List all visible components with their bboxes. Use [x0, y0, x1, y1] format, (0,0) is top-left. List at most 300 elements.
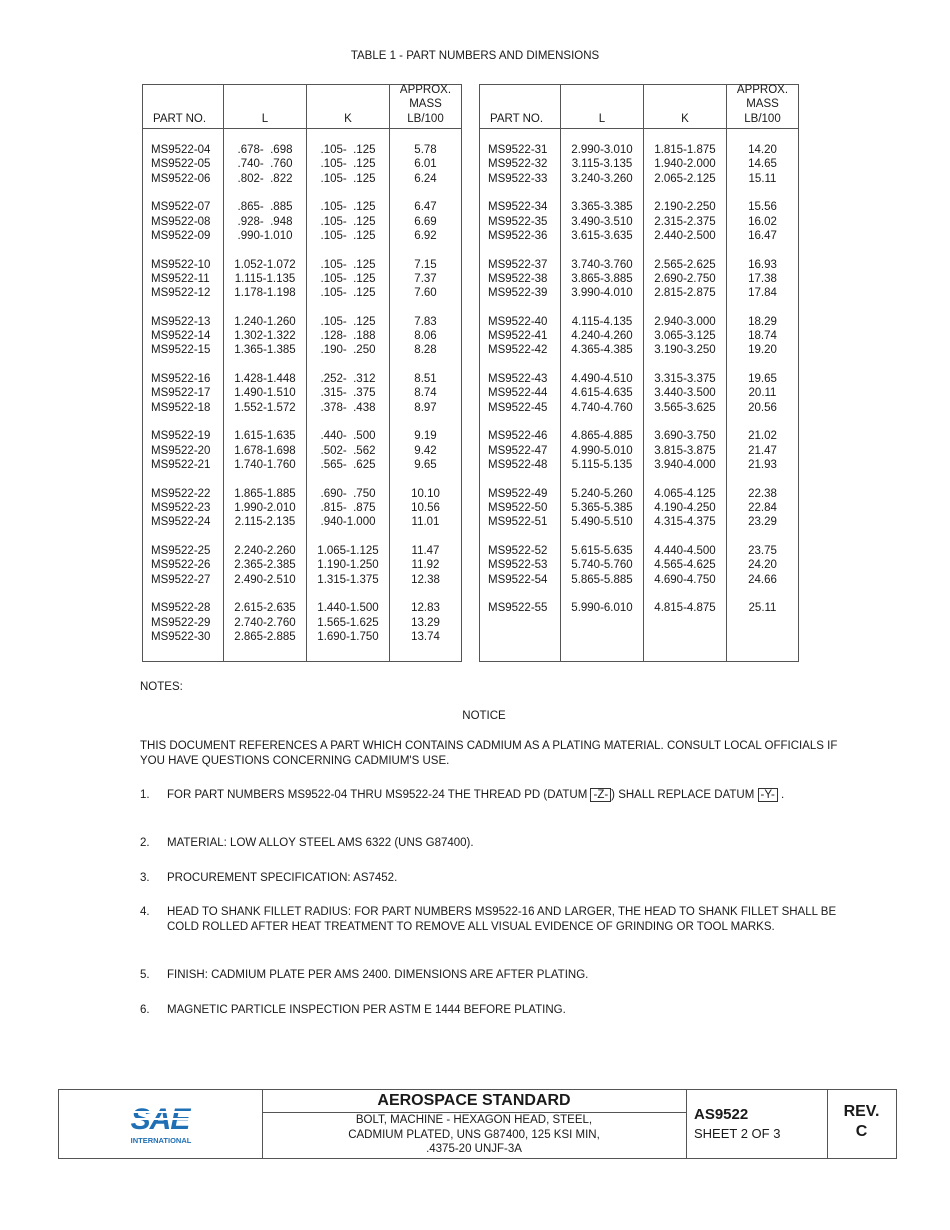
k-dimension-cell: 1.940-2.000 — [654, 158, 716, 171]
part-number-cell: MS9522-45 — [488, 401, 548, 414]
part-number-cell: MS9522-22 — [151, 487, 211, 500]
mass-cell: 21.47 — [748, 444, 777, 457]
row-group — [644, 429, 726, 472]
part-number-cell: MS9522-15 — [151, 344, 211, 357]
l-dimension-cell: 2.490-2.510 — [234, 573, 296, 586]
part-number-cell: MS9522-18 — [151, 401, 211, 414]
mass-header-line1: APPROX. — [736, 83, 789, 96]
k-dimension-cell: .105- .125 — [320, 158, 376, 171]
mass-cell: 14.65 — [748, 158, 777, 171]
sheet-number: SHEET 2 OF 3 — [694, 1126, 781, 1141]
mass-cell: 8.97 — [414, 401, 437, 414]
description-line: BOLT, MACHINE - HEXAGON HEAD, STEEL, — [355, 1114, 593, 1126]
note-text: MATERIAL: LOW ALLOY STEEL AMS 6322 (UNS G87400). — [167, 837, 474, 849]
note-number: 3. — [140, 872, 150, 884]
row-group — [727, 487, 798, 530]
l-dimension-cell: 5.865-5.885 — [571, 573, 633, 586]
row-group — [727, 315, 798, 358]
row-group — [390, 143, 461, 186]
row-group — [390, 372, 461, 415]
row-group — [307, 372, 389, 415]
mass-cell: 21.93 — [748, 459, 777, 471]
l-dimension-cell: 3.615-3.635 — [571, 229, 633, 242]
part-no-column — [143, 85, 224, 661]
k-dimension-cell: 2.815-2.875 — [654, 287, 716, 300]
k-dimension-cell: .105- .125 — [320, 144, 376, 156]
k-dimension-cell: 1.815-1.875 — [654, 144, 716, 156]
k-dimension-cell: 1.690-1.750 — [317, 630, 379, 643]
row-group — [307, 429, 389, 472]
l-dimension-cell: 3.490-3.510 — [571, 215, 633, 228]
mass-header-line2: MASS — [409, 98, 442, 110]
k-dimension-cell: 1.065-1.125 — [317, 544, 379, 557]
row-group — [307, 544, 389, 587]
row-group — [307, 315, 389, 358]
l-dimension-cell: 2.990-3.010 — [571, 144, 633, 156]
k-dimension-cell: .565- .625 — [320, 459, 376, 471]
part-number-cell: MS9522-29 — [151, 616, 211, 629]
sae-logo-icon — [59, 1090, 262, 1158]
row-group — [561, 200, 643, 243]
part-number-cell: MS9522-44 — [488, 387, 548, 400]
note-number: 5. — [140, 969, 150, 981]
part-number-cell: MS9522-17 — [151, 387, 211, 400]
row-group — [307, 143, 389, 186]
mass-cell: 23.29 — [748, 516, 777, 529]
description-line: .4375-20 UNJF-3A — [426, 1143, 522, 1155]
row-group — [480, 200, 560, 243]
title-block — [58, 1089, 897, 1159]
part-no-header: PART NO. — [490, 112, 544, 125]
k-dimension-cell: 3.440-3.500 — [654, 387, 716, 400]
part-number-cell: MS9522-16 — [151, 373, 211, 386]
row-group — [390, 487, 461, 530]
row-group — [143, 372, 223, 415]
part-number-cell: MS9522-24 — [151, 516, 211, 529]
standard-title: AEROSPACE STANDARD — [262, 1090, 686, 1113]
l-dimension-cell: 2.365-2.385 — [234, 559, 296, 572]
mass-cell: 22.84 — [748, 501, 777, 514]
mass-cell: 15.56 — [748, 201, 777, 214]
sae-logo — [59, 1090, 263, 1158]
part-no-column — [480, 85, 561, 661]
notice-text: THIS DOCUMENT REFERENCES A PART WHICH CONTAINS CADMIUM AS A PLATING MATERIAL. CONSULT LOCAL OFFICIALS IF YOU HAVE QUESTIONS CONCERNING CADMIUM'S USE. — [140, 740, 838, 767]
k-header: K — [681, 112, 689, 125]
part-number-cell: MS9522-23 — [151, 501, 211, 514]
part-number-cell: MS9522-13 — [151, 315, 211, 328]
l-dimension-cell: 3.240-3.260 — [571, 172, 633, 185]
l-dimension-cell: 1.552-1.572 — [234, 401, 296, 414]
row-group — [644, 258, 726, 301]
part-number-cell: MS9522-05 — [151, 158, 211, 171]
table-title: TABLE 1 - PART NUMBERS AND DIMENSIONS — [350, 50, 600, 62]
k-dimension-cell: .440- .500 — [320, 430, 376, 443]
logo-subtitle: INTERNATIONAL — [130, 1136, 192, 1145]
l-dimension-cell: 2.115-2.135 — [234, 516, 296, 529]
row-group — [727, 601, 798, 615]
mass-cell: 7.15 — [414, 258, 437, 271]
l-dimension-cell: 4.365-4.385 — [571, 344, 633, 357]
mass-cell: 9.42 — [414, 444, 437, 457]
row-group — [224, 143, 306, 186]
l-dimension-cell: 5.365-5.385 — [571, 501, 633, 514]
l-dimension-cell: 3.865-3.885 — [571, 272, 633, 285]
mass-cell: 20.56 — [748, 401, 777, 414]
part-number-cell: MS9522-09 — [151, 229, 211, 242]
k-dimension-cell: 4.065-4.125 — [654, 487, 716, 500]
l-dimension-cell: 3.740-3.760 — [571, 258, 633, 271]
datum-y-box: -Y- — [758, 788, 778, 802]
row-group — [644, 200, 726, 243]
l-dimension-cell: 1.115-1.135 — [234, 272, 296, 285]
part-number-cell: MS9522-54 — [488, 573, 548, 586]
note-text: FINISH: CADMIUM PLATE PER AMS 2400. DIMENSIONS ARE AFTER PLATING. — [167, 969, 589, 981]
part-number-cell: MS9522-25 — [151, 544, 211, 557]
row-group — [480, 544, 560, 587]
part-number-cell: MS9522-28 — [151, 602, 211, 615]
parts-table-left — [142, 84, 462, 662]
part-number-cell: MS9522-37 — [488, 258, 548, 271]
mass-cell: 20.11 — [748, 387, 777, 400]
mass-cell: 25.11 — [748, 602, 777, 615]
row-group — [307, 601, 389, 644]
row-group — [727, 258, 798, 301]
row-group — [390, 258, 461, 301]
l-dimension-cell: .802- .822 — [237, 172, 293, 185]
k-header: K — [344, 112, 352, 125]
mass-cell: 14.20 — [748, 144, 777, 156]
k-dimension-cell: 4.440-4.500 — [654, 544, 716, 557]
part-number-cell: MS9522-07 — [151, 201, 211, 214]
l-header: L — [598, 112, 606, 125]
k-dimension-cell: 3.690-3.750 — [654, 430, 716, 443]
part-number-cell: MS9522-38 — [488, 272, 548, 285]
part-number-cell: MS9522-06 — [151, 172, 211, 185]
mass-cell: 6.01 — [414, 158, 437, 171]
k-dimension-cell: 3.190-3.250 — [654, 344, 716, 357]
row-group — [143, 258, 223, 301]
l-dimension-cell: .928- .948 — [237, 215, 293, 228]
part-number-cell: MS9522-21 — [151, 459, 211, 471]
k-dimension-cell: 3.565-3.625 — [654, 401, 716, 414]
note-text: ) SHALL REPLACE DATUM — [611, 789, 758, 801]
k-dimension-cell: .252- .312 — [320, 373, 376, 386]
l-dimension-cell: 4.240-4.260 — [571, 330, 633, 343]
part-number-cell: MS9522-30 — [151, 630, 211, 643]
row-group — [143, 601, 223, 644]
mass-cell: 6.24 — [414, 172, 437, 185]
mass-cell: 24.20 — [748, 559, 777, 572]
part-number-cell: MS9522-51 — [488, 516, 548, 529]
part-number-cell: MS9522-31 — [488, 144, 548, 156]
mass-cell: 19.20 — [748, 344, 777, 357]
l-dimension-cell: 1.052-1.072 — [234, 258, 296, 271]
mass-header-line1: APPROX. — [399, 83, 452, 96]
note-number: 6. — [140, 1004, 150, 1016]
row-group — [644, 487, 726, 530]
row-group — [224, 429, 306, 472]
mass-cell: 11.01 — [411, 516, 440, 529]
mass-cell: 8.28 — [414, 344, 437, 357]
row-group — [644, 601, 726, 615]
k-dimension-cell: 1.315-1.375 — [317, 573, 379, 586]
row-group — [644, 143, 726, 186]
row-group — [480, 258, 560, 301]
row-group — [143, 200, 223, 243]
l-column — [561, 85, 644, 661]
note-text: HEAD TO SHANK FILLET RADIUS: FOR PART NUMBERS MS9522-16 AND LARGER, THE HEAD TO SHANK FILLET SHALL BE COLD ROLLED AFTER HEAT TREATMENT TO REMOVE ALL VISUAL EVIDENCE OF GRINDING OR TOOL MARKS. — [167, 906, 837, 933]
note-number: 2. — [140, 837, 150, 849]
mass-cell: 13.29 — [411, 616, 440, 629]
row-group — [644, 544, 726, 587]
part-number-cell: MS9522-53 — [488, 559, 548, 572]
k-dimension-cell: 4.690-4.750 — [654, 573, 716, 586]
mass-cell: 13.74 — [411, 630, 440, 643]
k-dimension-cell: .105- .125 — [320, 287, 376, 300]
k-dimension-cell: 1.440-1.500 — [317, 602, 379, 615]
k-dimension-cell: .105- .125 — [320, 258, 376, 271]
mass-cell: 9.65 — [414, 459, 437, 471]
l-dimension-cell: 3.115-3.135 — [571, 158, 633, 171]
l-dimension-cell: 4.490-4.510 — [571, 373, 633, 386]
k-dimension-cell: 2.940-3.000 — [654, 315, 716, 328]
row-group — [727, 429, 798, 472]
row-group — [224, 487, 306, 530]
revision-value: C — [855, 1123, 868, 1140]
row-group — [224, 601, 306, 644]
l-dimension-cell: 1.428-1.448 — [234, 373, 296, 386]
mass-cell: 16.93 — [748, 258, 777, 271]
k-dimension-cell: .105- .125 — [320, 215, 376, 228]
part-number-cell: MS9522-46 — [488, 430, 548, 443]
note-text: MAGNETIC PARTICLE INSPECTION PER ASTM E 1444 BEFORE PLATING. — [167, 1004, 566, 1016]
mass-cell: 22.38 — [748, 487, 777, 500]
row-group — [143, 143, 223, 186]
k-dimension-cell: 2.440-2.500 — [654, 229, 716, 242]
row-group — [143, 429, 223, 472]
part-number-cell: MS9522-43 — [488, 373, 548, 386]
l-dimension-cell: .990-1.010 — [237, 229, 293, 242]
l-dimension-cell: 2.240-2.260 — [234, 544, 296, 557]
l-dimension-cell: 1.990-2.010 — [234, 501, 296, 514]
note-text: PROCUREMENT SPECIFICATION: AS7452. — [167, 872, 398, 884]
part-number-cell: MS9522-33 — [488, 172, 548, 185]
row-group — [390, 429, 461, 472]
row-group — [307, 258, 389, 301]
l-dimension-cell: 4.115-4.135 — [571, 315, 633, 328]
part-no-header: PART NO. — [153, 112, 207, 125]
mass-cell: 12.83 — [411, 602, 440, 615]
logo-wordmark: SAE — [130, 1103, 190, 1136]
mass-cell: 16.02 — [748, 215, 777, 228]
k-dimension-cell: .105- .125 — [320, 229, 376, 242]
l-dimension-cell: .865- .885 — [237, 201, 293, 214]
part-number-cell: MS9522-27 — [151, 573, 211, 586]
k-dimension-cell: 3.065-3.125 — [654, 330, 716, 343]
l-dimension-cell: 3.365-3.385 — [571, 201, 633, 214]
k-dimension-cell: .105- .125 — [320, 172, 376, 185]
part-number-cell: MS9522-42 — [488, 344, 548, 357]
row-group — [143, 315, 223, 358]
mass-cell: 8.06 — [414, 330, 437, 343]
mass-cell: 8.74 — [414, 387, 437, 400]
k-dimension-cell: .105- .125 — [320, 201, 376, 214]
k-dimension-cell: .315- .375 — [320, 387, 376, 400]
mass-cell: 11.47 — [411, 544, 440, 557]
mass-cell: 23.75 — [748, 544, 777, 557]
part-number-cell: MS9522-41 — [488, 330, 548, 343]
part-number-cell: MS9522-36 — [488, 229, 548, 242]
l-dimension-cell: 1.240-1.260 — [234, 315, 296, 328]
k-column — [644, 85, 727, 661]
row-group — [224, 315, 306, 358]
part-number-cell: MS9522-40 — [488, 315, 548, 328]
row-group — [561, 544, 643, 587]
mass-cell: 7.83 — [414, 315, 437, 328]
row-group — [224, 258, 306, 301]
row-group — [307, 487, 389, 530]
k-dimension-cell: 4.190-4.250 — [654, 501, 716, 514]
mass-cell: 17.38 — [748, 272, 777, 285]
row-group — [480, 143, 560, 186]
note-number: 4. — [140, 906, 150, 918]
l-dimension-cell: 5.740-5.760 — [571, 559, 633, 572]
part-number-cell: MS9522-49 — [488, 487, 548, 500]
mass-cell: 11.92 — [411, 559, 440, 572]
row-group — [561, 429, 643, 472]
parts-table-right — [479, 84, 799, 662]
k-dimension-cell: 4.815-4.875 — [654, 602, 716, 615]
k-column — [307, 85, 390, 661]
row-group — [390, 601, 461, 644]
row-group — [224, 200, 306, 243]
mass-header-line3: LB/100 — [744, 112, 781, 125]
row-group — [480, 372, 560, 415]
mass-cell: 8.51 — [414, 373, 437, 386]
l-dimension-cell: 2.615-2.635 — [234, 602, 296, 615]
k-dimension-cell: 3.315-3.375 — [654, 373, 716, 386]
row-group — [727, 200, 798, 243]
row-group — [480, 487, 560, 530]
mass-cell: 10.56 — [411, 501, 440, 514]
mass-column — [727, 85, 798, 661]
l-dimension-cell: .740- .760 — [237, 158, 293, 171]
row-group — [390, 315, 461, 358]
mass-cell: 21.02 — [748, 430, 777, 443]
l-header: L — [261, 112, 269, 125]
mass-cell: 12.38 — [411, 573, 440, 586]
l-dimension-cell: .678- .698 — [237, 144, 293, 156]
mass-cell: 7.60 — [414, 287, 437, 300]
k-dimension-cell: 1.565-1.625 — [317, 616, 379, 629]
mass-cell: 9.19 — [414, 430, 437, 443]
k-dimension-cell: 2.065-2.125 — [654, 172, 716, 185]
k-dimension-cell: 2.315-2.375 — [654, 215, 716, 228]
k-dimension-cell: 4.315-4.375 — [654, 516, 716, 529]
l-dimension-cell: 3.990-4.010 — [571, 287, 633, 300]
mass-cell: 10.10 — [411, 487, 440, 500]
k-dimension-cell: 3.940-4.000 — [654, 459, 716, 471]
l-dimension-cell: 1.490-1.510 — [234, 387, 296, 400]
part-number-cell: MS9522-08 — [151, 215, 211, 228]
k-dimension-cell: 2.565-2.625 — [654, 258, 716, 271]
k-dimension-cell: .378- .438 — [320, 401, 376, 414]
mass-cell: 6.92 — [414, 229, 437, 242]
mass-cell: 15.11 — [748, 172, 777, 185]
k-dimension-cell: .190- .250 — [320, 344, 376, 357]
k-dimension-cell: .105- .125 — [320, 315, 376, 328]
document-description — [262, 1113, 686, 1157]
mass-column — [390, 85, 461, 661]
k-dimension-cell: .690- .750 — [320, 487, 376, 500]
l-dimension-cell: 2.865-2.885 — [234, 630, 296, 643]
l-dimension-cell: 1.302-1.322 — [234, 330, 296, 343]
l-dimension-cell: 4.865-4.885 — [571, 430, 633, 443]
mass-cell: 19.65 — [748, 373, 777, 386]
l-dimension-cell: 5.240-5.260 — [571, 487, 633, 500]
l-dimension-cell: 2.740-2.760 — [234, 616, 296, 629]
row-group — [644, 372, 726, 415]
note-number: 1. — [140, 789, 150, 801]
row-group — [561, 315, 643, 358]
k-dimension-cell: .128- .188 — [320, 330, 376, 343]
row-group — [561, 258, 643, 301]
part-number-cell: MS9522-50 — [488, 501, 548, 514]
mass-cell: 18.74 — [748, 330, 777, 343]
l-dimension-cell: 5.990-6.010 — [571, 602, 633, 615]
l-column — [224, 85, 307, 661]
row-group — [390, 544, 461, 587]
note-text: FOR PART NUMBERS MS9522-04 THRU MS9522-24 THE THREAD PD (DATUM — [167, 789, 591, 801]
row-group — [561, 487, 643, 530]
k-dimension-cell: 2.190-2.250 — [654, 201, 716, 214]
k-dimension-cell: 2.690-2.750 — [654, 272, 716, 285]
row-group — [561, 143, 643, 186]
row-group — [224, 372, 306, 415]
l-dimension-cell: 1.615-1.635 — [234, 430, 296, 443]
part-number-cell: MS9522-11 — [151, 272, 210, 285]
mass-cell: 16.47 — [748, 229, 777, 242]
l-dimension-cell: 4.740-4.760 — [571, 401, 633, 414]
k-dimension-cell: .815- .875 — [320, 501, 376, 514]
part-number-cell: MS9522-04 — [151, 144, 211, 156]
row-group — [727, 372, 798, 415]
row-group — [480, 601, 560, 615]
part-number-cell: MS9522-52 — [488, 544, 548, 557]
part-number-cell: MS9522-47 — [488, 444, 548, 457]
row-group — [561, 372, 643, 415]
revision-label: REV. — [843, 1103, 880, 1120]
part-number-cell: MS9522-26 — [151, 559, 211, 572]
part-number-cell: MS9522-10 — [151, 258, 211, 271]
k-dimension-cell: 3.815-3.875 — [654, 444, 716, 457]
part-number-cell: MS9522-34 — [488, 201, 548, 214]
k-dimension-cell: 1.190-1.250 — [317, 559, 379, 572]
datum-z-box: -Z- — [590, 788, 611, 802]
part-number-cell: MS9522-19 — [151, 430, 211, 443]
part-number-cell: MS9522-35 — [488, 215, 548, 228]
notice-title: NOTICE — [462, 710, 506, 722]
part-number-cell: MS9522-48 — [488, 459, 548, 471]
note-text: . — [777, 789, 785, 801]
l-dimension-cell: 4.615-4.635 — [571, 387, 633, 400]
l-dimension-cell: 1.178-1.198 — [234, 287, 296, 300]
part-number-cell: MS9522-20 — [151, 444, 211, 457]
l-dimension-cell: 1.740-1.760 — [234, 459, 296, 471]
row-group — [480, 429, 560, 472]
row-group — [224, 544, 306, 587]
description-line: CADMIUM PLATED, UNS G87400, 125 KSI MIN, — [348, 1128, 600, 1141]
